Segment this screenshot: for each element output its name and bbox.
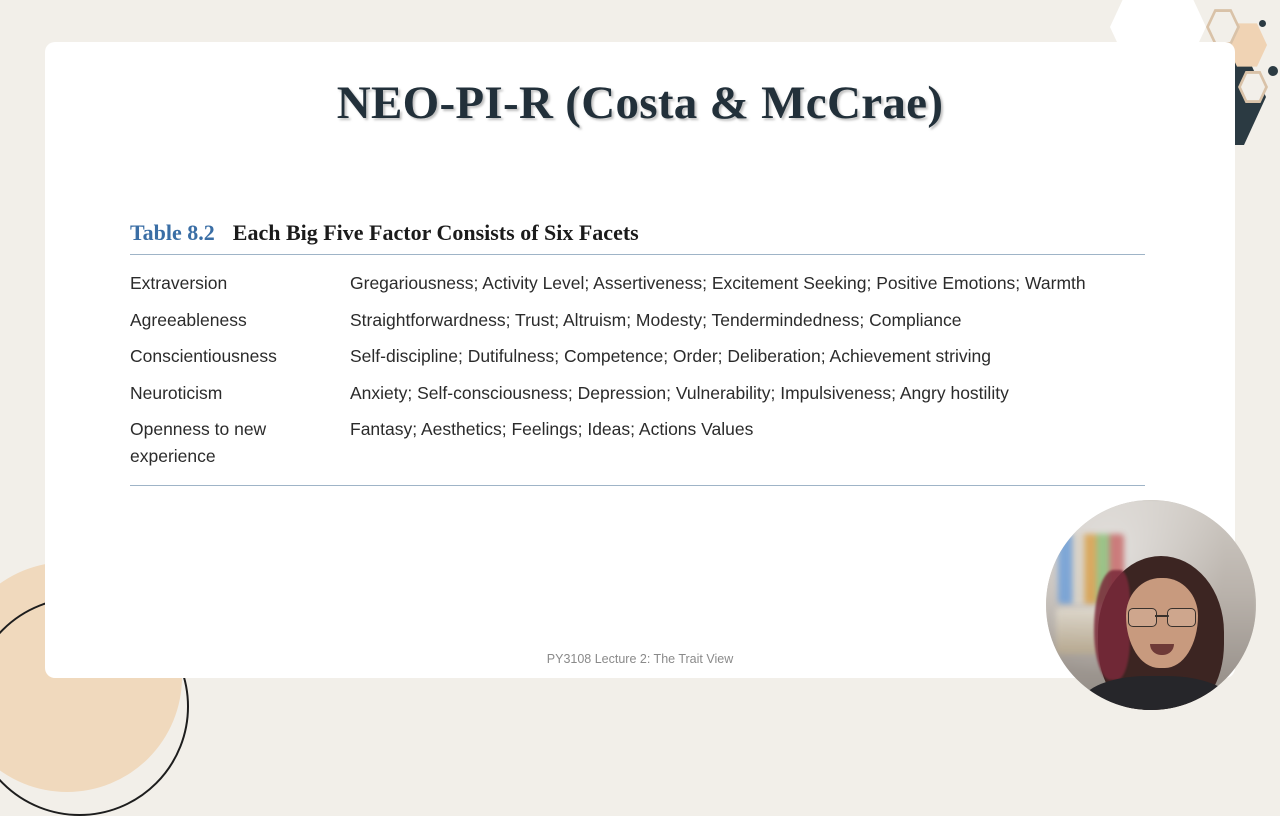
page-title: NEO-PI-R (Costa & McCrae) — [336, 77, 944, 129]
dot-large-icon — [1268, 66, 1278, 76]
table-bottom-rule — [130, 485, 1145, 486]
table-title-label: Each Big Five Factor Consists of Six Facets — [232, 220, 639, 245]
factor-name: Conscientiousness — [130, 346, 277, 367]
hexagon-outline-small-icon — [1238, 70, 1268, 104]
factor-name: Extraversion — [130, 273, 228, 293]
glasses-lens-right — [1167, 608, 1196, 627]
table-top-rule — [130, 254, 1145, 255]
table-row — [130, 375, 1145, 412]
factor-name: Neuroticism — [130, 382, 223, 403]
facet-list: Self-discipline; Dutifulness; Competence; Order; Deliberation; Achievement striving — [350, 346, 991, 367]
factor-name: Openness to new experience — [130, 419, 267, 466]
presenter-hair-highlight — [1094, 570, 1130, 680]
facet-list: Straightforwardness; Trust; Altruism; Modesty; Tendermindedness; Compliance — [350, 309, 962, 330]
slide-footer: PY3108 Lecture 2: The Trait View — [546, 652, 734, 666]
table-row — [130, 411, 1145, 474]
facets-table — [130, 265, 1145, 475]
factor-name: Agreeableness — [130, 309, 247, 330]
table-row — [130, 338, 1145, 375]
glasses-icon — [1128, 608, 1196, 625]
table-number-label: Table 8.2 — [130, 220, 215, 245]
dot-small-icon — [1259, 20, 1266, 27]
facet-list: Fantasy; Aesthetics; Feelings; Ideas; Actions Values — [350, 419, 754, 440]
hexagon-outline-icon — [1206, 8, 1240, 46]
facet-list: Anxiety; Self-consciousness; Depression; Vulnerability; Impulsiveness; Angry hostility — [350, 382, 1009, 403]
table-row — [130, 265, 1145, 302]
facets-table-block — [130, 220, 1145, 486]
facet-list: Gregariousness; Activity Level; Assertiveness; Excitement Seeking; Positive Emotions; Warmth — [350, 273, 1086, 293]
table-caption — [130, 220, 1145, 254]
table-row — [130, 302, 1145, 339]
glasses-lens-left — [1128, 608, 1157, 627]
webcam-video-bubble[interactable] — [1046, 500, 1256, 710]
